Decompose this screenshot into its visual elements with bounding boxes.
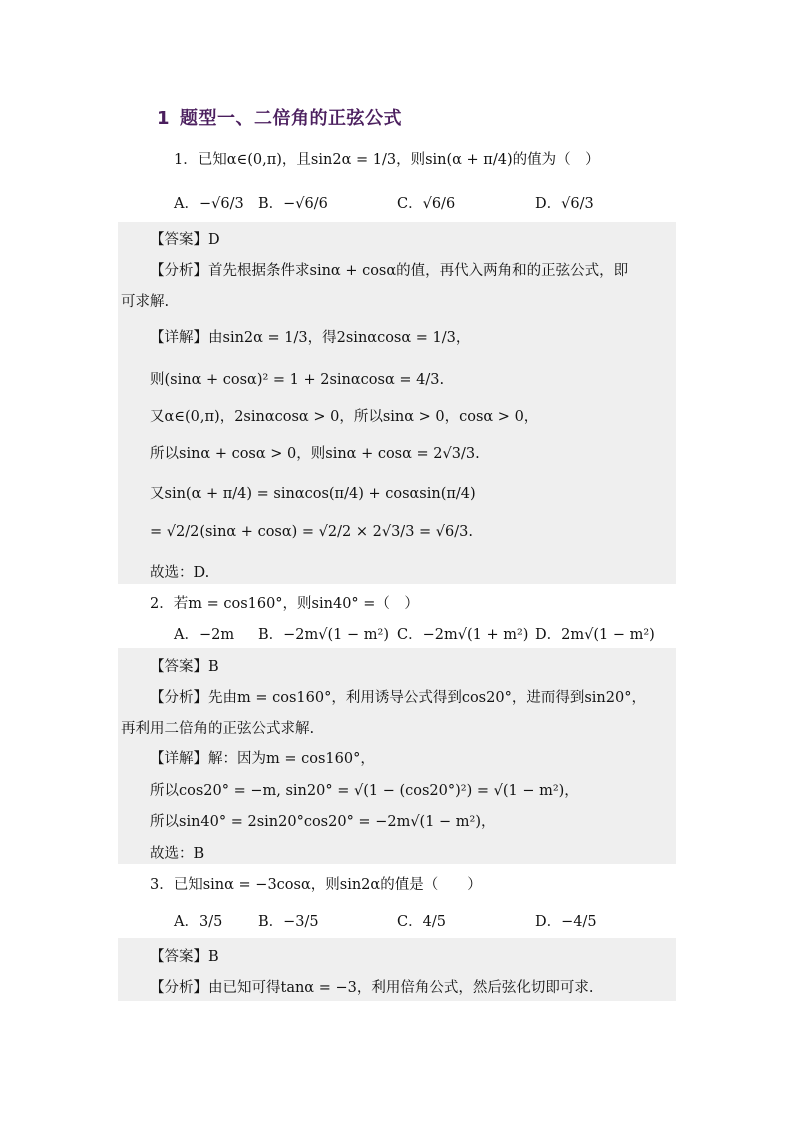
q2-detail-line: 故选：B — [150, 846, 205, 862]
q2-option-d: D．2m√(1 − m²) — [535, 627, 655, 643]
q3-option-a: A．3/5 — [174, 914, 223, 930]
q1-detail-line: 又sin(α + π/4) = sinαcos(π/4) + cosαsin(π/4) — [150, 486, 476, 502]
q1-detail-line: 故选：D. — [150, 565, 210, 581]
section-number: 1 — [157, 108, 171, 129]
q3-analysis-line-1: 【分析】由已知可得tanα = −3，利用倍角公式，然后弦化切即可求. — [150, 980, 594, 996]
q2-analysis-line-2: 再利用二倍角的正弦公式求解. — [121, 721, 315, 737]
q2-answer: 【答案】B — [150, 659, 219, 675]
question-1-stem: 1．已知α∈(0,π)，且sin2α = 1/3，则sin(α + π/4)的值为（ ） — [174, 152, 600, 168]
q1-option-c: C．√6/6 — [397, 196, 456, 212]
section-title: 题型一、二倍角的正弦公式 — [180, 108, 403, 129]
question-2-stem: 2．若m = cos160°，则sin40° =（ ） — [150, 596, 419, 612]
q1-detail-line: 则(sinα + cosα)² = 1 + 2sinαcosα = 4/3. — [150, 372, 445, 388]
q3-answer: 【答案】B — [150, 949, 219, 965]
q3-option-d: D．−4/5 — [535, 914, 597, 930]
q1-detail-line: 所以sinα + cosα > 0，则sinα + cosα = 2√3/3. — [150, 446, 480, 462]
q2-option-c: C．−2m√(1 + m²) — [397, 627, 529, 643]
q1-option-d: D．√6/3 — [535, 196, 594, 212]
q1-answer: 【答案】D — [150, 232, 220, 248]
q1-analysis-line-1: 【分析】首先根据条件求sinα + cosα的值，再代入两角和的正弦公式，即 — [150, 263, 629, 279]
q1-detail-line: 【详解】由sin2α = 1/3，得2sinαcosα = 1/3， — [150, 330, 471, 346]
q2-detail-line: 所以cos20° = −m, sin20° = √(1 − (cos20°)²) = √(1 − m²)， — [150, 783, 579, 799]
q3-option-c: C．4/5 — [397, 914, 446, 930]
q3-option-b: B．−3/5 — [258, 914, 319, 930]
question-3-stem: 3．已知sinα = −3cosα，则sin2α的值是（ ） — [150, 877, 482, 893]
q1-option-b: B．−√6/6 — [258, 196, 328, 212]
q2-option-b: B．−2m√(1 − m²) — [258, 627, 389, 643]
q2-detail-line: 所以sin40° = 2sin20°cos20° = −2m√(1 − m²)， — [150, 814, 496, 830]
q1-detail-line: 又α∈(0,π)，2sinαcosα > 0，所以sinα > 0，cosα > 0， — [150, 409, 539, 425]
q1-analysis-line-2: 可求解. — [121, 294, 170, 310]
q1-option-a: A．−√6/3 — [174, 196, 244, 212]
q2-analysis-line-1: 【分析】先由m = cos160°，利用诱导公式得到cos20°，进而得到sin20°， — [150, 690, 646, 706]
q2-detail-line: 【详解】解：因为m = cos160°， — [150, 751, 375, 767]
q2-option-a: A．−2m — [174, 627, 235, 643]
q1-detail-line: = √2/2(sinα + cosα) = √2/2 × 2√3/3 = √6/3. — [150, 524, 473, 540]
section-heading — [157, 104, 402, 130]
